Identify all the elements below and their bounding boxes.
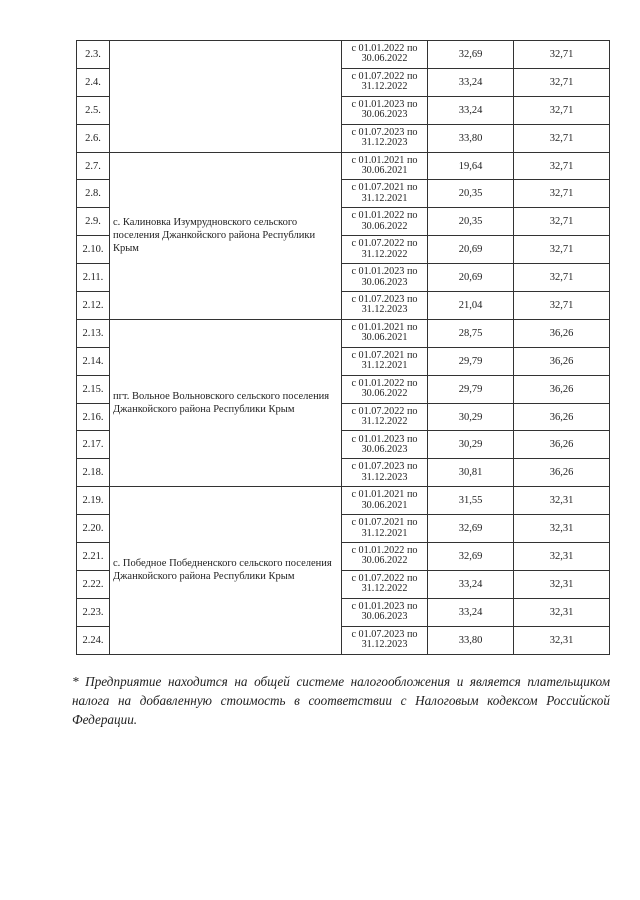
row-number: 2.11. <box>77 264 110 292</box>
period-from: с 01.01.2023 по <box>351 600 418 612</box>
period-to: 31.12.2021 <box>361 360 408 372</box>
period-to: 30.06.2023 <box>361 443 408 455</box>
footnote: * Предприятие находится на общей системе налогообложения и является плательщиком налога на добавленную стоимость в соответствии с Налоговым кодексом Российской Федерации. <box>72 674 610 727</box>
period-to: 31.12.2023 <box>361 471 408 483</box>
period-to: 31.12.2023 <box>361 137 408 149</box>
row-number: 2.3. <box>77 41 110 69</box>
tariff-value: 29,79 <box>428 375 514 403</box>
tariff-table-body <box>77 41 610 655</box>
period-to: 30.06.2023 <box>361 109 408 121</box>
period-cell <box>342 208 428 236</box>
tariff-value-alt: 32,71 <box>514 208 610 236</box>
row-number: 2.8. <box>77 180 110 208</box>
row-number: 2.19. <box>77 487 110 515</box>
period-from: с 01.07.2023 по <box>351 461 418 473</box>
tariff-value: 19,64 <box>428 152 514 180</box>
period-to: 30.06.2022 <box>361 220 408 232</box>
tariff-value-alt: 32,31 <box>514 570 610 598</box>
row-number: 2.21. <box>77 543 110 571</box>
row-number: 2.18. <box>77 459 110 487</box>
tariff-value: 32,69 <box>428 543 514 571</box>
period-to: 30.06.2021 <box>361 165 408 176</box>
tariff-value-alt: 36,26 <box>514 431 610 459</box>
period-to: 30.06.2022 <box>361 555 408 567</box>
table-row <box>77 487 610 515</box>
tariff-value-alt: 32,31 <box>514 487 610 515</box>
period-from: с 01.07.2021 по <box>351 182 418 194</box>
tariff-value-alt: 32,71 <box>514 180 610 208</box>
tariff-value: 20,35 <box>428 180 514 208</box>
tariff-value: 20,69 <box>428 236 514 264</box>
period-to: 30.06.2022 <box>361 53 408 65</box>
period-to: 31.12.2022 <box>361 248 408 260</box>
period-from: с 01.07.2023 по <box>351 126 418 138</box>
tariff-value-alt: 32,71 <box>514 124 610 152</box>
period-to: 31.12.2022 <box>361 81 408 93</box>
tariff-value: 30,81 <box>428 459 514 487</box>
tariff-value-alt: 32,71 <box>514 264 610 292</box>
period-cell <box>342 347 428 375</box>
row-number: 2.23. <box>77 598 110 626</box>
period-cell <box>342 459 428 487</box>
row-number: 2.22. <box>77 570 110 598</box>
period-cell <box>342 403 428 431</box>
tariff-table <box>76 40 610 655</box>
row-number: 2.4. <box>77 68 110 96</box>
period-from: с 01.07.2022 по <box>351 70 418 82</box>
period-cell <box>342 96 428 124</box>
period-from: с 01.07.2023 по <box>351 628 418 640</box>
tariff-value-alt: 36,26 <box>514 375 610 403</box>
period-to: 30.06.2023 <box>361 611 408 623</box>
period-cell <box>342 598 428 626</box>
tariff-value: 20,35 <box>428 208 514 236</box>
period-from: с 01.01.2021 по <box>351 321 418 333</box>
tariff-value: 20,69 <box>428 264 514 292</box>
period-to: 30.06.2021 <box>361 499 408 511</box>
period-to: 30.06.2022 <box>361 388 408 400</box>
period-cell <box>342 570 428 598</box>
period-from: с 01.01.2022 по <box>351 43 418 55</box>
period-cell <box>342 487 428 515</box>
period-to: 30.06.2021 <box>361 332 408 344</box>
tariff-value-alt: 32,71 <box>514 292 610 320</box>
period-cell <box>342 375 428 403</box>
period-cell <box>342 626 428 654</box>
period-to: 31.12.2021 <box>361 527 408 539</box>
tariff-value-alt: 32,71 <box>514 236 610 264</box>
tariff-value-alt: 36,26 <box>514 403 610 431</box>
period-from: с 01.07.2022 по <box>351 238 418 250</box>
period-from: с 01.01.2023 по <box>351 433 418 445</box>
tariff-value: 29,79 <box>428 347 514 375</box>
period-from: с 01.07.2023 по <box>351 294 418 306</box>
tariff-value-alt: 36,26 <box>514 319 610 347</box>
period-cell <box>342 68 428 96</box>
period-from: с 01.07.2022 по <box>351 405 418 417</box>
period-cell <box>342 292 428 320</box>
table-row <box>77 41 610 69</box>
tariff-value-alt: 32,71 <box>514 96 610 124</box>
row-number: 2.9. <box>77 208 110 236</box>
period-to: 31.12.2023 <box>361 304 408 316</box>
row-number: 2.6. <box>77 124 110 152</box>
period-cell <box>342 124 428 152</box>
tariff-value: 32,69 <box>428 41 514 69</box>
row-number: 2.17. <box>77 431 110 459</box>
tariff-value: 32,69 <box>428 515 514 543</box>
period-to: 31.12.2022 <box>361 583 408 595</box>
period-cell <box>342 319 428 347</box>
tariff-value-alt: 32,31 <box>514 515 610 543</box>
table-row <box>77 319 610 347</box>
row-number: 2.20. <box>77 515 110 543</box>
period-from: с 01.01.2023 по <box>351 266 418 278</box>
settlement-name <box>110 41 342 153</box>
row-number: 2.5. <box>77 96 110 124</box>
period-cell <box>342 264 428 292</box>
tariff-value-alt: 32,71 <box>514 152 610 180</box>
period-to: 30.06.2023 <box>361 276 408 288</box>
period-cell <box>342 431 428 459</box>
period-cell <box>342 515 428 543</box>
table-row <box>77 152 610 180</box>
period-cell <box>342 41 428 69</box>
row-number: 2.24. <box>77 626 110 654</box>
period-to: 31.12.2021 <box>361 192 408 204</box>
row-number: 2.16. <box>77 403 110 431</box>
tariff-value: 33,80 <box>428 124 514 152</box>
period-from: с 01.01.2022 по <box>351 210 418 222</box>
tariff-value-alt: 36,26 <box>514 347 610 375</box>
tariff-value-alt: 32,71 <box>514 68 610 96</box>
row-number: 2.13. <box>77 319 110 347</box>
row-number: 2.10. <box>77 236 110 264</box>
tariff-value: 31,55 <box>428 487 514 515</box>
tariff-value: 33,24 <box>428 598 514 626</box>
row-number: 2.7. <box>77 152 110 180</box>
period-cell <box>342 236 428 264</box>
period-to: 31.12.2022 <box>361 416 408 428</box>
tariff-value: 30,29 <box>428 431 514 459</box>
period-from: с 01.01.2023 по <box>351 98 418 110</box>
period-cell <box>342 152 428 180</box>
tariff-value: 30,29 <box>428 403 514 431</box>
tariff-value-alt: 36,26 <box>514 459 610 487</box>
row-number: 2.15. <box>77 375 110 403</box>
tariff-value-alt: 32,31 <box>514 626 610 654</box>
period-cell <box>342 543 428 571</box>
settlement-name: с. Калиновка Изумрудновского сельского поселения Джанкойского района Республики Крым <box>110 152 342 319</box>
period-from: с 01.01.2022 по <box>351 545 418 557</box>
tariff-value-alt: 32,31 <box>514 543 610 571</box>
row-number: 2.14. <box>77 347 110 375</box>
tariff-value: 33,24 <box>428 96 514 124</box>
tariff-value: 28,75 <box>428 319 514 347</box>
period-from: с 01.01.2021 по <box>351 489 418 501</box>
period-from: с 01.07.2021 по <box>351 517 418 529</box>
tariff-value-alt: 32,71 <box>514 41 610 69</box>
row-number: 2.12. <box>77 292 110 320</box>
tariff-value: 33,24 <box>428 570 514 598</box>
period-to: 31.12.2023 <box>361 639 408 651</box>
period-cell <box>342 180 428 208</box>
period-from: с 01.01.2022 по <box>351 377 418 389</box>
settlement-name: с. Победное Победненского сельского поселения Джанкойского района Республики Крым <box>110 487 342 654</box>
period-from: с 01.01.2021 по <box>351 154 418 166</box>
tariff-value-alt: 32,31 <box>514 598 610 626</box>
period-from: с 01.07.2022 по <box>351 572 418 584</box>
tariff-value: 33,80 <box>428 626 514 654</box>
tariff-value: 21,04 <box>428 292 514 320</box>
settlement-name: пгт. Вольное Вольновского сельского поселения Джанкойского района Республики Крым <box>110 319 342 486</box>
tariff-value: 33,24 <box>428 68 514 96</box>
period-from: с 01.07.2021 по <box>351 349 418 361</box>
